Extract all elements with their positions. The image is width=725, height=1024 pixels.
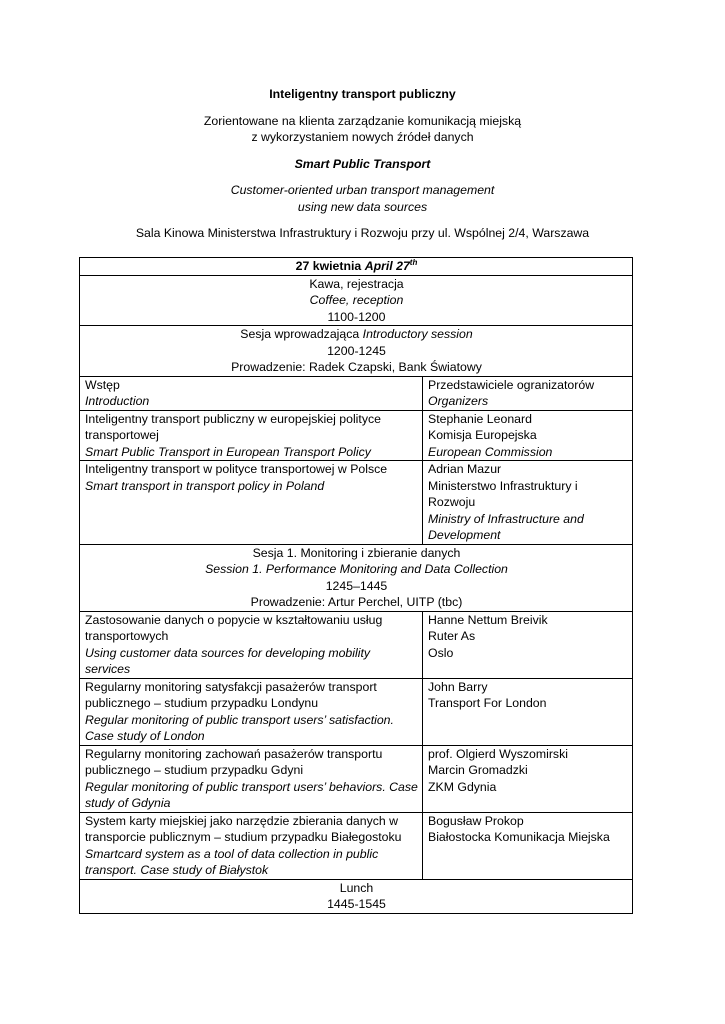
- event-subtitle-en-line1: Customer-oriented urban transport management: [230, 183, 495, 197]
- agenda-topic: [80, 611, 423, 678]
- session1-title-en: Session 1. Performance Monitoring and Data Collection: [205, 562, 508, 576]
- lunch-row: [80, 879, 633, 913]
- agenda-topic: [80, 376, 423, 410]
- speaker-line: Białostocka Komunikacja Miejska: [428, 830, 610, 844]
- agenda-topic: [80, 678, 423, 745]
- lunch-label: Lunch: [339, 880, 374, 895]
- speaker-line: Transport For London: [428, 696, 547, 710]
- speaker-line: Marcin Gromadzki: [428, 763, 528, 777]
- coffee-time: 1100-1200: [327, 309, 386, 324]
- topic-pl: Regularny monitoring satysfakcji pasażerów transport publicznego – studium przypadku Londynu: [85, 679, 377, 710]
- speaker-line: Bogusław Prokop: [428, 813, 524, 828]
- event-subtitle-line1: Zorientowane na klienta zarządzanie komunikacją miejską: [203, 113, 522, 128]
- event-title: Inteligentny transport publiczny: [269, 87, 456, 101]
- coffee-cell: [80, 275, 633, 326]
- session1-time: 1245–1445: [325, 578, 388, 593]
- speaker-line: Adrian Mazur: [428, 462, 502, 476]
- intro-session-time: 1200-1245: [327, 343, 386, 358]
- agenda-table: [79, 257, 633, 914]
- intro-session-title: Sesja wprowadzająca Introductory session: [240, 327, 473, 341]
- document-header: [0, 86, 725, 242]
- speaker-line: Hanne Nettum Breivik: [428, 612, 548, 627]
- date-cell: [80, 258, 633, 276]
- intro-session-cell: [80, 326, 633, 377]
- agenda-speakers: [423, 812, 633, 879]
- topic-en: Regular monitoring of public transport users’ behaviors. Case study of Gdynia: [85, 779, 418, 810]
- speaker-line: Oslo: [428, 645, 454, 660]
- date-suffix: th: [409, 257, 418, 267]
- agenda-speakers: [423, 678, 633, 745]
- date-en: April 27th: [364, 257, 418, 273]
- agenda-row: [80, 678, 633, 745]
- intro-session-row: [80, 326, 633, 377]
- session1-cell: [80, 544, 633, 611]
- event-subtitle-en-line2: using new data sources: [297, 199, 428, 214]
- lunch-time: 1445-1545: [327, 897, 386, 911]
- speaker-line: prof. Olgierd Wyszomirski: [428, 746, 568, 761]
- event-subtitle-en: [0, 182, 725, 215]
- topic-pl: Inteligentny transport publiczny w europejskiej polityce transportowej: [85, 411, 381, 442]
- agenda-speakers: [423, 611, 633, 678]
- agenda-row: [80, 410, 633, 461]
- coffee-row: [80, 275, 633, 326]
- agenda-topic: [80, 410, 423, 461]
- session1-title-pl: Sesja 1. Monitoring i zbieranie danych: [252, 545, 461, 560]
- agenda-row: [80, 745, 633, 812]
- date-row: [80, 258, 633, 276]
- topic-pl: Zastosowanie danych o popycie w kształtowaniu usług transportowych: [85, 612, 383, 643]
- date-pl: 27 kwietnia: [295, 259, 362, 273]
- speaker-line: Komisja Europejska: [428, 428, 537, 442]
- speaker-line-en: Ministry of Infrastructure and Development: [428, 511, 584, 542]
- speaker-line: Ministerstwo Infrastruktury i Rozwoju: [428, 478, 578, 509]
- agenda-topic: [80, 745, 423, 812]
- topic-en: Smart transport in transport policy in Poland: [85, 478, 325, 493]
- topic-en: Introduction: [85, 394, 150, 408]
- agenda-row: [80, 376, 633, 410]
- topic-pl: Wstęp: [85, 377, 120, 392]
- agenda-row: [80, 461, 633, 545]
- topic-en: Using customer data sources for developing mobility services: [85, 645, 371, 676]
- coffee-label-en: Coffee, reception: [309, 293, 404, 307]
- session1-moderator: Prowadzenie: Artur Perchel, UITP (tbc): [250, 595, 463, 609]
- speaker-line: Przedstawiciele ogranizatorów: [428, 377, 595, 392]
- speaker-line: Ruter As: [428, 629, 476, 643]
- topic-pl: Regularny monitoring zachowań pasażerów transportu publicznego – studium przypadku Gdyni: [85, 746, 383, 777]
- event-subtitle-line2: z wykorzystaniem nowych źródeł danych: [251, 130, 474, 144]
- intro-session-moderator: Prowadzenie: Radek Czapski, Bank Światowy: [231, 360, 482, 374]
- agenda-row: [80, 812, 633, 879]
- agenda-speakers: [423, 461, 633, 545]
- topic-en: Smartcard system as a tool of data collection in public transport. Case study of Białystok: [85, 846, 379, 877]
- agenda-speakers: [423, 410, 633, 461]
- topic-pl: System karty miejskiej jako narzędzie zbierania danych w transporcie publicznym – studium przypadku Białegostoku: [85, 813, 402, 844]
- agenda-speakers: [423, 376, 633, 410]
- agenda-speakers: [423, 745, 633, 812]
- lunch-cell: [80, 879, 633, 913]
- speaker-line: ZKM Gdynia: [428, 779, 497, 794]
- event-title-en: Smart Public Transport: [294, 156, 431, 171]
- speaker-line-en: Organizers: [428, 394, 489, 408]
- agenda-topic: [80, 461, 423, 545]
- event-subtitle: [0, 113, 725, 146]
- speaker-line: John Barry: [428, 679, 488, 694]
- agenda-row: [80, 611, 633, 678]
- coffee-label-pl: Kawa, rejestracja: [309, 276, 404, 291]
- speaker-line-en: European Commission: [428, 444, 553, 459]
- topic-en: Smart Public Transport in European Transport Policy: [85, 444, 371, 459]
- topic-en: Regular monitoring of public transport users’ satisfaction. Case study of London: [85, 712, 394, 743]
- topic-pl: Inteligentny transport w polityce transportowej w Polsce: [85, 462, 388, 476]
- session1-row: [80, 544, 633, 611]
- agenda-topic: [80, 812, 423, 879]
- speaker-line: Stephanie Leonard: [428, 411, 532, 426]
- event-venue: Sala Kinowa Ministerstwa Infrastruktury i Rozwoju przy ul. Wspólnej 2/4, Warszawa: [135, 226, 590, 240]
